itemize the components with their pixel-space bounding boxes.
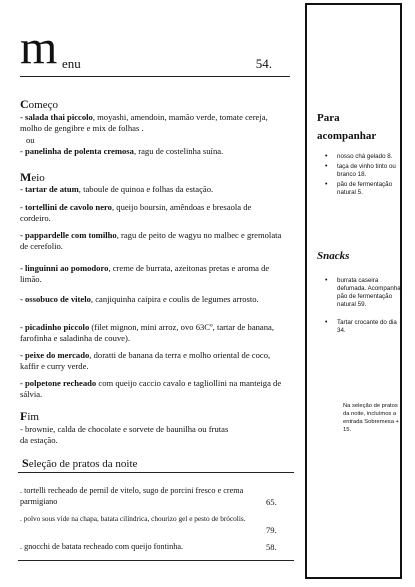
menu-item: - linguinni ao pomodoro, creme de burrata, azeitonas pretas e aroma de limão. (20, 263, 270, 284)
menu-item: - salada thai piccolo, moyashi, amendoin, mamão verde, tomate cereja, molho de gengibre e mix de folhas . (20, 112, 268, 133)
list-item: • burrata caseira defumada. Acompanha pão de fermentação natural 59. (325, 277, 401, 309)
section-title-fim: Fim (20, 409, 39, 423)
menu-item: - ossobuco de vitelo, canjiquinha caipira e coulis de legumes arrosto. (20, 294, 259, 304)
menu-item: - pappardelle com tomilho, ragu de peito de wagyu no malbec e gremolata de cerefolio. (20, 230, 282, 251)
section-title-selecao: Seleção de pratos da noite (22, 456, 138, 470)
nightly-dish-price: 79. (266, 525, 277, 535)
section-title-meio: Meio (20, 170, 45, 184)
menu-item-or: ou (26, 135, 35, 145)
menu-item: - brownie, calda de chocolate e sorvete de baunilha ou frutas da estação. (20, 424, 229, 445)
menu-title-rest: enu (62, 56, 81, 71)
nightly-dish: . tortelli recheado de pernil de vitelo, sugo de porcini fresco e crema parmigiano (20, 486, 244, 506)
list-item: • pão de fermentação natural 5. (325, 181, 397, 197)
menu-item: - tartar de atum, taboule de quinoa e folhas da estação. (20, 184, 214, 194)
list-item: • taça de vinho tinto ou branco 18. (325, 163, 397, 179)
menu-item: - polpetone recheado com queijo caccio cavalo e tagliollini na manteiga de sálvia. (20, 378, 282, 399)
nightly-dish: . polvo sous vide na chapa, batata cilíndrica, chourizo gel e pesto de brócolis. (20, 514, 246, 523)
header-divider (20, 76, 290, 77)
sidebar-title-snacks: Snacks (317, 250, 350, 262)
menu-header (20, 21, 282, 74)
menu-item: - tortellini de cavolo nero, queijo boursin, amêndoas e bresaola de cordeiro. (20, 202, 252, 223)
sidebar-note: Na seleção de pratos da noite, incluímos a entrada Sobremesa + 15. (343, 403, 399, 433)
nightly-dish: . gnocchi de batata recheado com queijo fontinha. (20, 542, 184, 551)
menu-price: 54. (255, 56, 272, 71)
menu-item: - peixe do mercado, doratti de banana da terra e molho oriental de coco, kaffir e curry verde. (20, 350, 271, 371)
section-title-comeco: Começo (20, 97, 58, 111)
menu-item: - picadinho piccolo (filet mignon, mini arroz, ovo 63Cº, tartar de banana, farofinha e saladinha de couve). (20, 322, 274, 343)
menu-title-initial: m (20, 21, 58, 74)
sidebar-box (305, 3, 402, 579)
footer-divider (18, 560, 294, 561)
selecao-divider (18, 472, 294, 473)
list-item: • nosso chá gelado 8. (325, 153, 397, 161)
snacks-list (325, 277, 401, 337)
list-item: • Tartar crocante do dia 34. (325, 319, 401, 335)
sidebar-title-para-acompanhar: Para acompanhar (317, 112, 377, 142)
menu-item: - panelinha de polenta cremosa, ragu de costelinha suína. (20, 146, 224, 156)
drinks-list (325, 153, 397, 199)
nightly-dish-price: 65. (266, 497, 277, 507)
nightly-dish-price: 58. (266, 542, 277, 552)
